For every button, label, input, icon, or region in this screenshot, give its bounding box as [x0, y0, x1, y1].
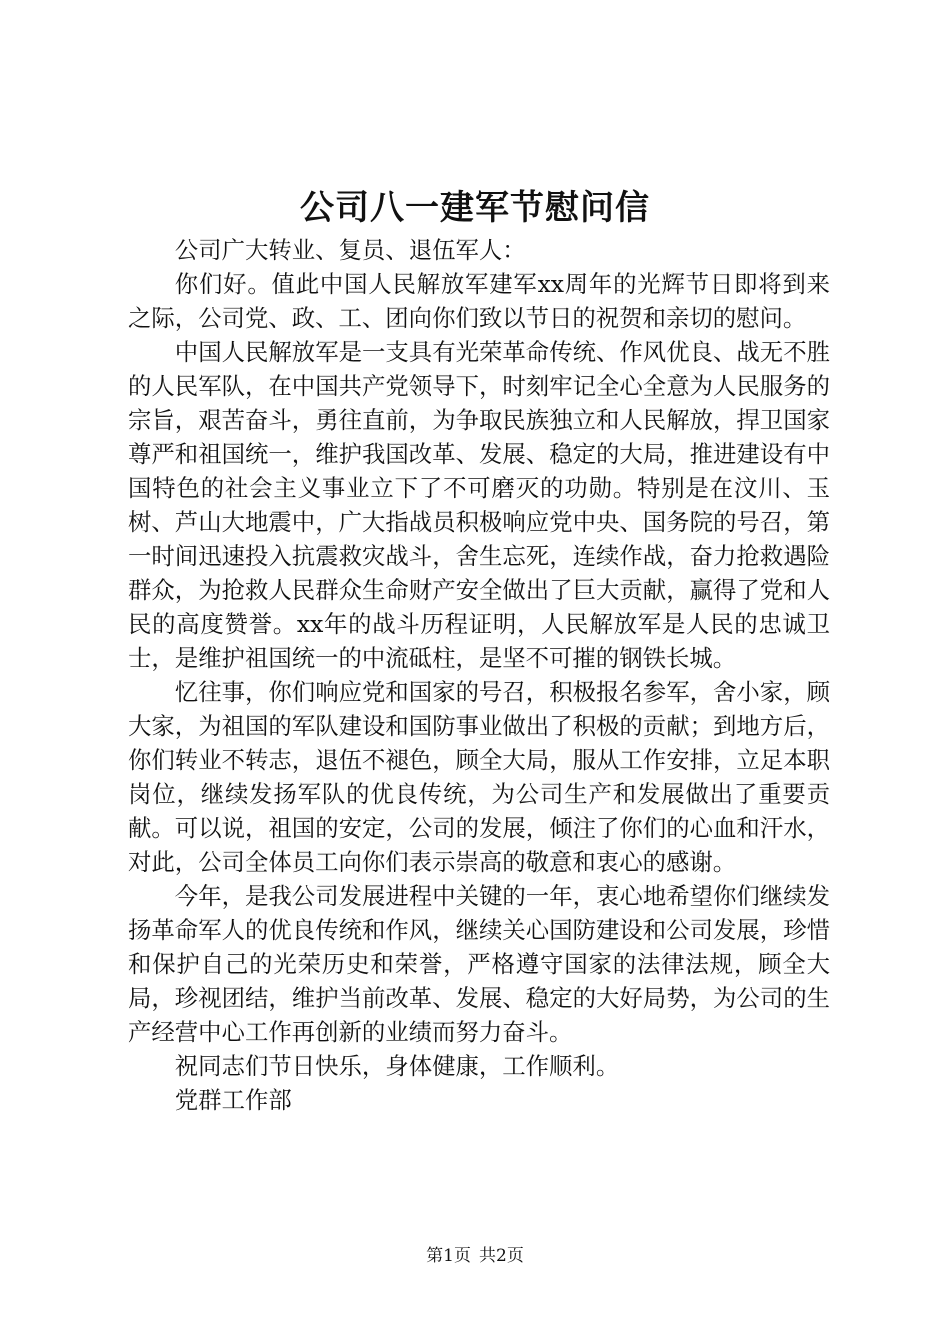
paragraph-pla-history: 中国人民解放军是一支具有光荣革命传统、作风优良、战无不胜的人民军队，在中国共产党领导下，时刻牢记全心全意为人民服务的宗旨，艰苦奋斗，勇往直前，为争取民族独立和人民解放，捍卫国家尊严和祖国统一，维护我国改革、发展、稳定的大局，推进建设有中国特色的社会主义事业立下了不可磨灭的功勋。特别是在汶川、玉树、芦山大地震中，广大指战员积极响应党中央、国务院的号召，第一时间迅速投入抗震救灾战斗，舍生忘死，连续作战，奋力抢救遇险群众，为抢救人民群众生命财产安全做出了巨大贡献，赢得了党和人民的高度赞誉。xx年的战斗历程证明，人民解放军是人民的忠诚卫士，是维护祖国统一的中流砥柱，是坚不可摧的钢铁长城。 [128, 338, 830, 672]
closing-wishes: 祝同志们节日快乐，身体健康，工作顺利。 [174, 1052, 620, 1080]
page-number-current: 第1页 [426, 1246, 471, 1266]
paragraph-recollection: 忆往事，你们响应党和国家的号召，积极报名参军，舍小家，顾大家，为祖国的军队建设和国防事业做出了积极的贡献；到地方后，你们转业不转志，退伍不褪色，顾全大局，服从工作安排，立足本职岗位，继续发扬军队的优良传统，为公司生产和发展做出了重要贡献。可以说，祖国的安定，公司的发展，倾注了你们的心血和汗水，对此，公司全体员工向你们表示崇高的敬意和衷心的感谢。 [128, 678, 830, 876]
page-footer [0, 1244, 950, 1268]
letter-body [128, 233, 830, 1117]
document-title: 公司八一建军节慰问信 [300, 188, 650, 228]
signature-department: 党群工作部 [174, 1086, 292, 1114]
page-number-total: 共2页 [479, 1246, 524, 1266]
paragraph-greeting: 你们好。值此中国人民解放军建军xx周年的光辉节日即将到来之际，公司党、政、工、团向你们致以节日的祝贺和亲切的慰问。 [128, 270, 830, 332]
salutation: 公司广大转业、复员、退伍军人： [174, 236, 526, 264]
paragraph-hopes: 今年，是我公司发展进程中关键的一年，衷心地希望你们继续发扬革命军人的优良传统和作风，继续关心国防建设和公司发展，珍惜和保护自己的光荣历史和荣誉，严格遵守国家的法律法规，顾全大局，珍视团结，维护当前改革、发展、稳定的大好局势，为公司的生产经营中心工作再创新的业绩而努力奋斗。 [128, 882, 830, 1046]
